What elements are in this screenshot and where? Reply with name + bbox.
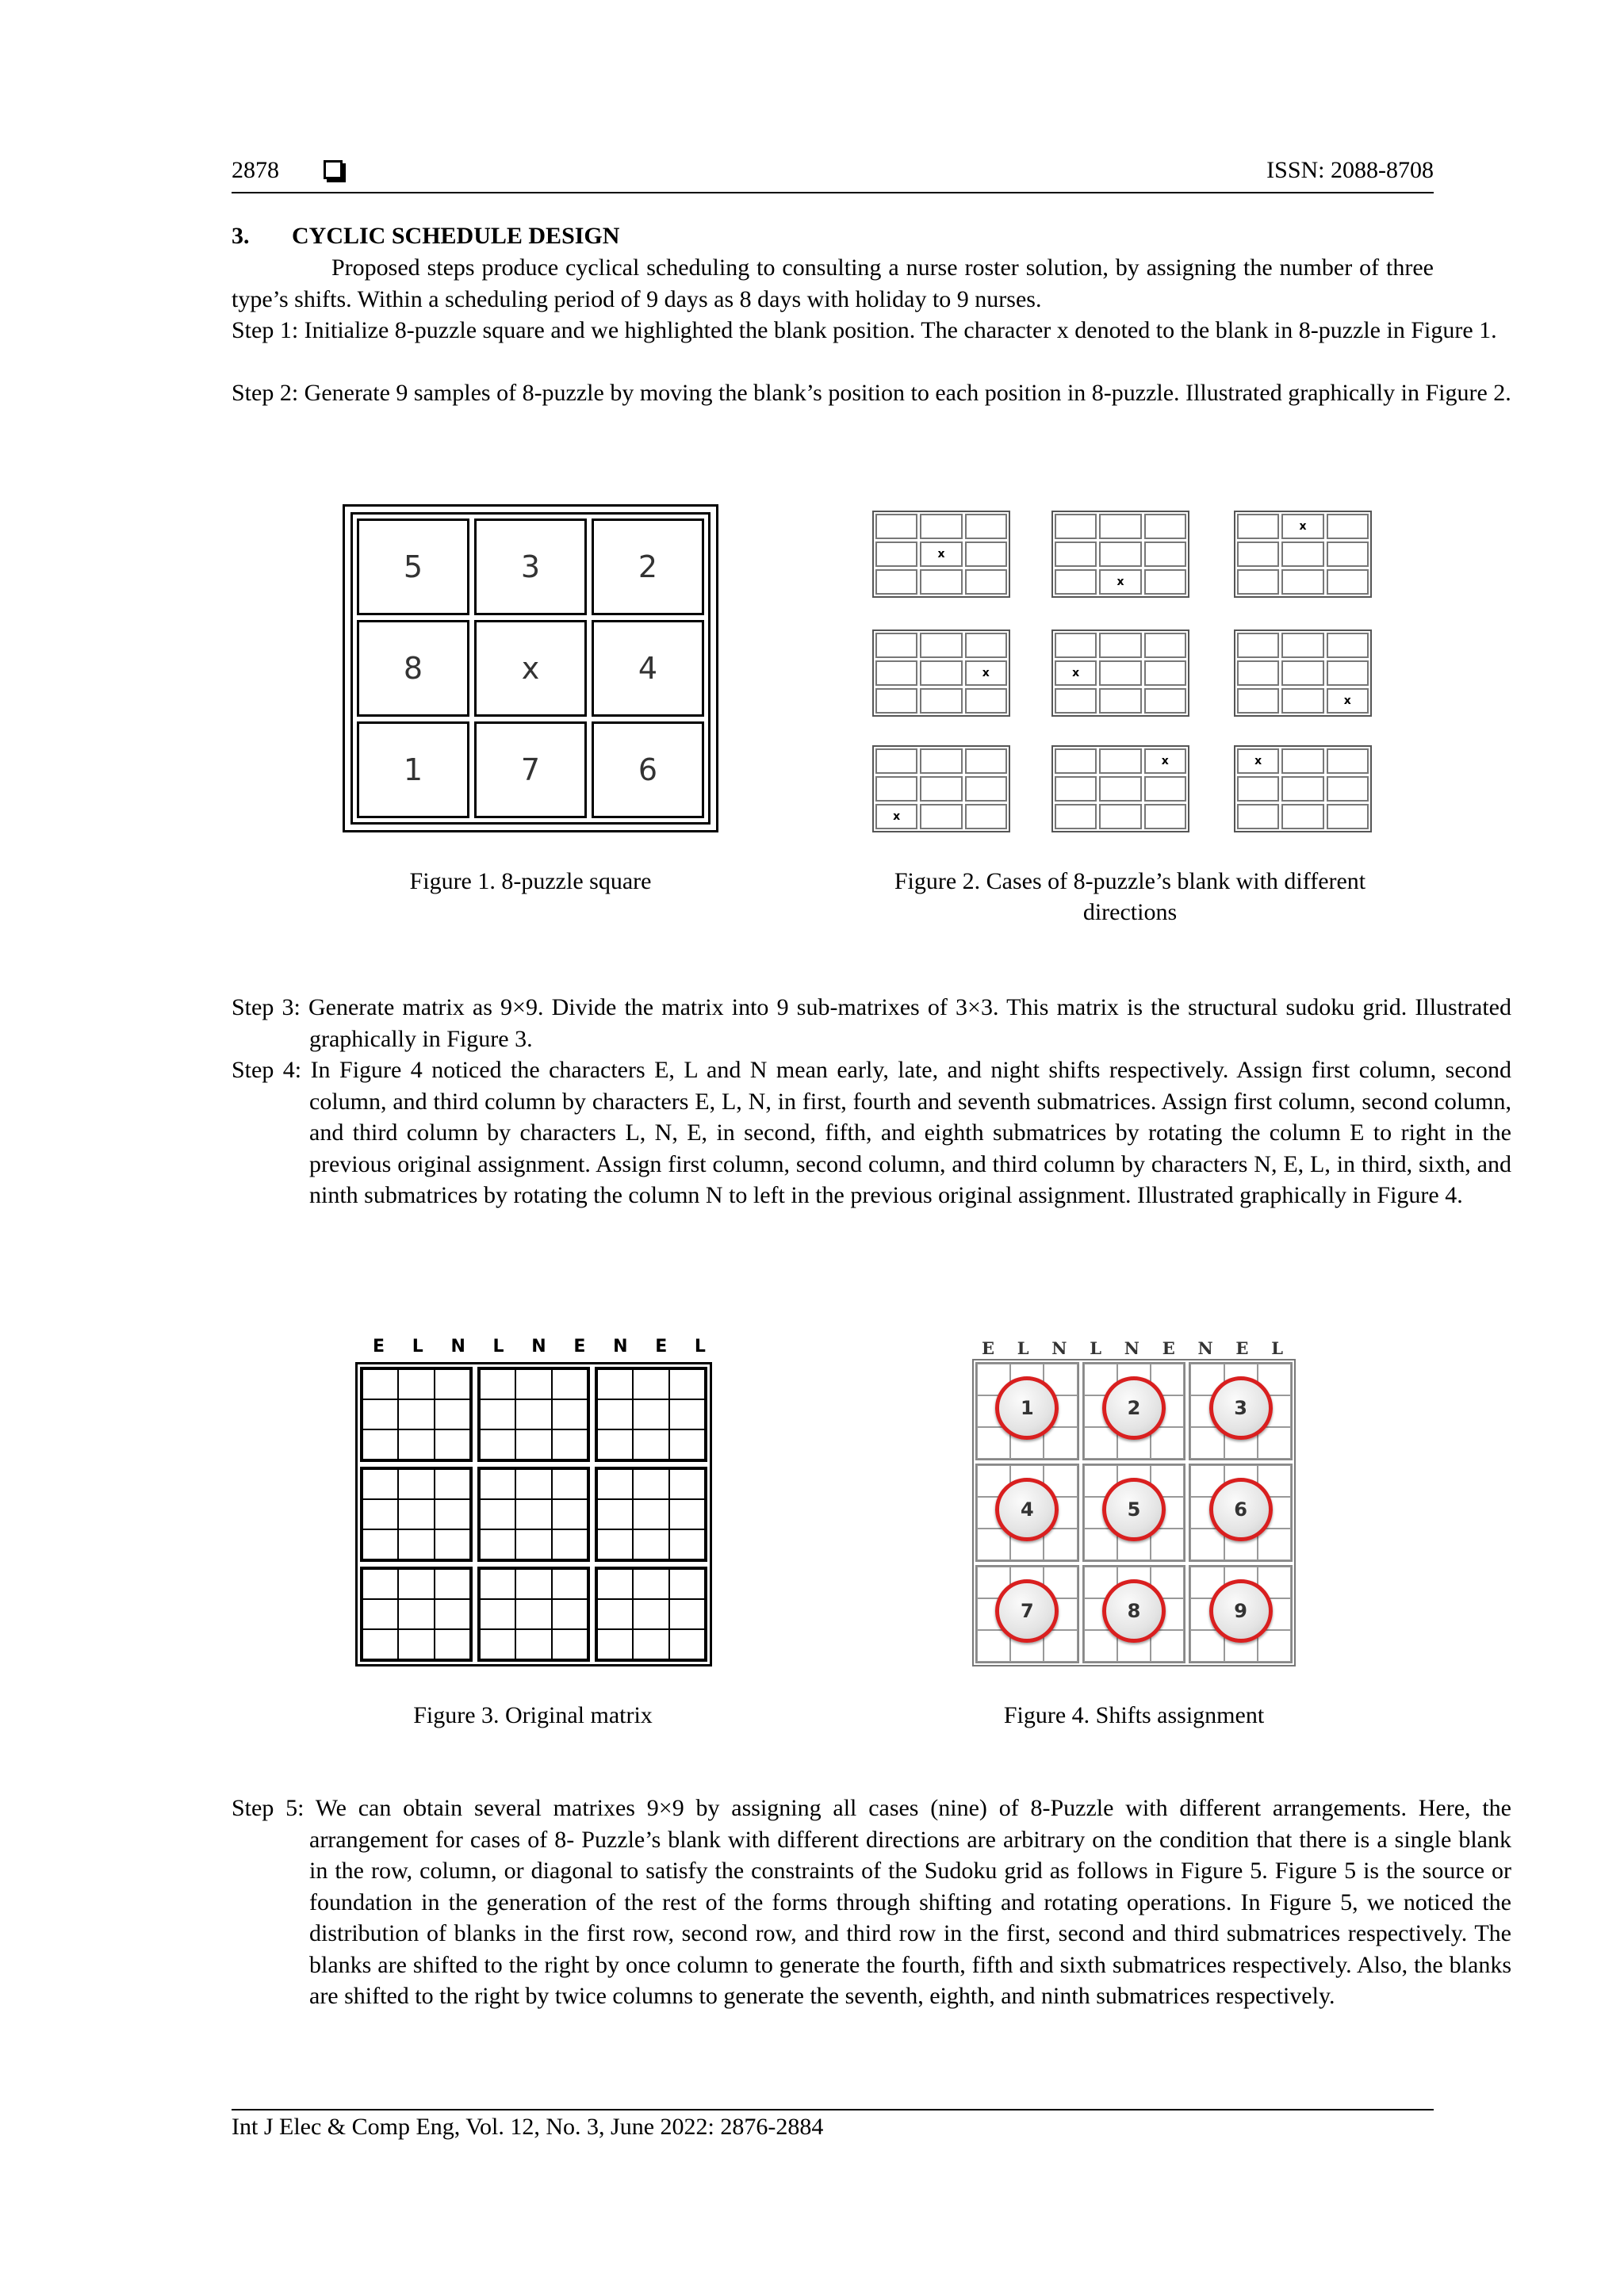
column-letter: N bbox=[613, 1337, 628, 1357]
case-cell: x bbox=[1099, 569, 1141, 595]
case-cell bbox=[920, 776, 962, 802]
case-cell bbox=[1144, 633, 1186, 658]
case-cell bbox=[1281, 804, 1323, 829]
case-cell bbox=[1237, 804, 1279, 829]
case-cell bbox=[965, 633, 1007, 658]
puzzle-case bbox=[1234, 745, 1372, 832]
case-cell bbox=[875, 633, 917, 658]
case-cell bbox=[1237, 633, 1279, 658]
case-cell bbox=[875, 688, 917, 714]
matrix-cell bbox=[480, 1429, 515, 1460]
matrix-cell bbox=[480, 1529, 515, 1559]
case-cell bbox=[965, 541, 1007, 567]
figure-4-caption: Figure 4. Shifts assignment bbox=[1003, 1702, 1265, 1728]
case-cell: x bbox=[1327, 688, 1369, 714]
matrix-cell bbox=[480, 1599, 515, 1629]
puzzle-cell: 2 bbox=[592, 519, 704, 615]
matrix-cell bbox=[435, 1429, 470, 1460]
footer-rule bbox=[232, 2109, 1434, 2110]
matrix-cell bbox=[669, 1399, 705, 1429]
case-cell: x bbox=[920, 541, 962, 567]
puzzle-case bbox=[872, 629, 1010, 717]
matrix-cell bbox=[597, 1569, 633, 1599]
case-cell bbox=[1144, 541, 1186, 567]
matrix-cell bbox=[1084, 1529, 1117, 1560]
submatrix-number-badge: 3 bbox=[1209, 1376, 1273, 1440]
matrix-cell bbox=[597, 1599, 633, 1629]
case-cell bbox=[965, 569, 1007, 595]
puzzle-cell: 5 bbox=[357, 519, 469, 615]
figure-1-caption: Figure 1. 8-puzzle square bbox=[409, 868, 652, 894]
case-cell bbox=[875, 660, 917, 686]
column-letter: N bbox=[1124, 1338, 1139, 1358]
column-letter: E bbox=[573, 1337, 586, 1357]
matrix-cell bbox=[515, 1369, 551, 1399]
matrix-cell bbox=[362, 1469, 398, 1499]
puzzle-cell: 7 bbox=[474, 721, 587, 818]
matrix-cell bbox=[597, 1399, 633, 1429]
matrix-cell bbox=[552, 1369, 588, 1399]
case-cell: x bbox=[1237, 748, 1279, 774]
matrix-cell bbox=[362, 1429, 398, 1460]
case-cell: x bbox=[1144, 748, 1186, 774]
matrix-cell bbox=[435, 1469, 470, 1499]
figure-2-caption: Figure 2. Cases of 8-puzzle’s blank with different directions bbox=[894, 868, 1366, 925]
case-cell bbox=[1144, 569, 1186, 595]
submatrix-number-badge: 1 bbox=[995, 1376, 1059, 1440]
sub-matrix bbox=[1082, 1464, 1186, 1562]
matrix-cell bbox=[633, 1629, 668, 1659]
case-cell bbox=[1327, 514, 1369, 539]
case-cell bbox=[920, 804, 962, 829]
matrix-cell bbox=[362, 1529, 398, 1559]
case-cell bbox=[1237, 688, 1279, 714]
step-2: Step 2: Generate 9 samples of 8-puzzle by moving the blank’s position to each position in 8-puzzle. Illustrated graphically in Figure 2. bbox=[232, 380, 1511, 406]
sub-matrix bbox=[360, 1467, 473, 1562]
column-letter: E bbox=[1235, 1338, 1249, 1358]
case-cell bbox=[875, 569, 917, 595]
matrix-cell bbox=[552, 1569, 588, 1599]
column-letter: L bbox=[1271, 1338, 1283, 1358]
case-cell bbox=[920, 660, 962, 686]
column-letter: E bbox=[373, 1337, 385, 1357]
matrix-cell bbox=[633, 1399, 668, 1429]
case-cell bbox=[965, 748, 1007, 774]
submatrix-number-badge: 5 bbox=[1102, 1478, 1166, 1541]
column-letter: L bbox=[492, 1337, 504, 1357]
case-cell bbox=[1327, 633, 1369, 658]
matrix-cell bbox=[398, 1529, 434, 1559]
case-cell bbox=[1099, 776, 1141, 802]
matrix-cell bbox=[597, 1629, 633, 1659]
case-cell bbox=[875, 514, 917, 539]
figure-1-puzzle bbox=[343, 504, 718, 832]
matrix-cell bbox=[552, 1529, 588, 1559]
sub-matrix bbox=[477, 1367, 590, 1462]
matrix-cell bbox=[597, 1369, 633, 1399]
sub-matrix bbox=[1082, 1362, 1186, 1460]
matrix-cell bbox=[633, 1469, 668, 1499]
figure-3-caption: Figure 3. Original matrix bbox=[413, 1702, 653, 1728]
case-cell bbox=[1281, 776, 1323, 802]
matrix-cell bbox=[552, 1499, 588, 1529]
step-4: Step 4: In Figure 4 noticed the characters E, L and N mean early, late, and night shifts respectively. Assign first column, second column, and third column by characters E, L, N, in first, fourth and seventh submatrices. Assign first column, second column, and third column by characters L, N, E, in second, fifth, and eighth submatrices by rotating the column E to right in the previous original assignment. Assign first column, second column, and third column by characters N, E, L, in third, sixth, and ninth submatrices by rotating the column N to left in the previous original assignment. Illustrated graphically in Figure 4. bbox=[232, 1057, 1511, 1208]
matrix-cell bbox=[1258, 1427, 1291, 1459]
case-cell bbox=[875, 748, 917, 774]
case-cell bbox=[1281, 569, 1323, 595]
matrix-cell bbox=[480, 1399, 515, 1429]
case-cell bbox=[1055, 748, 1097, 774]
column-letter: N bbox=[531, 1337, 546, 1357]
case-cell bbox=[920, 569, 962, 595]
matrix-cell bbox=[669, 1629, 705, 1659]
matrix-cell bbox=[398, 1569, 434, 1599]
sub-matrix bbox=[1189, 1362, 1293, 1460]
puzzle-cell: 6 bbox=[592, 721, 704, 818]
matrix-cell bbox=[669, 1469, 705, 1499]
submatrix-number-badge: 6 bbox=[1209, 1478, 1273, 1541]
matrix-cell bbox=[552, 1629, 588, 1659]
matrix-cell bbox=[1044, 1630, 1077, 1662]
case-cell bbox=[1281, 541, 1323, 567]
figure-2-cases bbox=[872, 511, 1389, 836]
matrix-cell bbox=[633, 1569, 668, 1599]
column-letter: E bbox=[1162, 1338, 1175, 1358]
case-cell bbox=[1099, 748, 1141, 774]
matrix-cell bbox=[633, 1499, 668, 1529]
matrix-cell bbox=[552, 1599, 588, 1629]
case-cell bbox=[1237, 514, 1279, 539]
submatrix-number-badge: 2 bbox=[1102, 1376, 1166, 1440]
puzzle-cell: 1 bbox=[357, 721, 469, 818]
case-cell bbox=[1055, 569, 1097, 595]
step-5: Step 5: We can obtain several matrixes 9×9 by assigning all cases (nine) of 8-Puzzle with different arrangements. Here, the arrangement for cases of 8- Puzzle’s blank with different directions are arbitrary on the condition that there is a single blank in the row, column, or diagonal to satisfy the constraints of the Sudoku grid as follows in Figure 5. Figure 5 is the source or foundation in the generation of the rest of the forms through shifting and rotating operations. In Figure 5, we noticed the distribution of blanks in the first row, second row, and third row in the first, second and third submatrices respectively. The blanks are shifted to the right by once column to generate the fourth, fifth and sixth submatrices respectively. Also, the blanks are shifted to the right by twice columns to generate the seventh, eighth, and ninth submatrices respectively. bbox=[232, 1795, 1511, 2009]
matrix-cell bbox=[435, 1529, 470, 1559]
matrix-cell bbox=[515, 1599, 551, 1629]
matrix-cell bbox=[1190, 1529, 1224, 1560]
case-cell bbox=[920, 748, 962, 774]
matrix-cell bbox=[435, 1499, 470, 1529]
figure-4-column-letters bbox=[982, 1338, 1283, 1358]
matrix-cell bbox=[669, 1499, 705, 1529]
matrix-cell bbox=[362, 1569, 398, 1599]
matrix-cell bbox=[435, 1399, 470, 1429]
matrix-cell bbox=[362, 1629, 398, 1659]
matrix-cell bbox=[398, 1369, 434, 1399]
case-cell bbox=[1099, 688, 1141, 714]
sub-matrix bbox=[975, 1565, 1079, 1663]
sub-matrix bbox=[975, 1464, 1079, 1562]
matrix-cell bbox=[1044, 1529, 1077, 1560]
matrix-cell bbox=[597, 1429, 633, 1460]
figure-3-column-letters bbox=[373, 1337, 706, 1357]
case-cell bbox=[875, 541, 917, 567]
section-heading bbox=[232, 220, 1434, 252]
matrix-cell bbox=[398, 1499, 434, 1529]
matrix-cell bbox=[515, 1499, 551, 1529]
matrix-cell bbox=[552, 1399, 588, 1429]
puzzle-case bbox=[1234, 629, 1372, 717]
case-cell bbox=[1055, 804, 1097, 829]
sub-matrix bbox=[1189, 1464, 1293, 1562]
matrix-cell bbox=[1151, 1630, 1184, 1662]
matrix-cell bbox=[480, 1569, 515, 1599]
case-cell bbox=[1055, 776, 1097, 802]
matrix-cell bbox=[480, 1469, 515, 1499]
column-letter: N bbox=[1051, 1338, 1067, 1358]
section-number: 3. bbox=[232, 223, 250, 249]
step-3: Step 3: Generate matrix as 9×9. Divide the matrix into 9 sub-matrixes of 3×3. This matrix is the structural sudoku grid. Illustrated graphically in Figure 3. bbox=[232, 994, 1511, 1052]
checkbox-square-icon bbox=[324, 160, 343, 179]
puzzle-cell: 8 bbox=[357, 620, 469, 717]
matrix-cell bbox=[633, 1429, 668, 1460]
case-cell bbox=[1327, 804, 1369, 829]
matrix-cell bbox=[597, 1469, 633, 1499]
matrix-cell bbox=[633, 1369, 668, 1399]
matrix-cell bbox=[398, 1399, 434, 1429]
matrix-cell bbox=[552, 1429, 588, 1460]
column-letter: E bbox=[982, 1338, 995, 1358]
case-cell bbox=[1237, 776, 1279, 802]
sub-matrix bbox=[595, 1567, 707, 1662]
case-cell bbox=[1327, 541, 1369, 567]
column-letter: E bbox=[655, 1337, 668, 1357]
case-cell bbox=[1144, 804, 1186, 829]
case-cell bbox=[1055, 688, 1097, 714]
sub-matrix bbox=[477, 1467, 590, 1562]
matrix-cell bbox=[480, 1629, 515, 1659]
case-cell bbox=[965, 514, 1007, 539]
page-number: 2878 bbox=[232, 157, 279, 183]
matrix-cell bbox=[597, 1529, 633, 1559]
column-letter: N bbox=[450, 1337, 465, 1357]
sub-matrix bbox=[975, 1362, 1079, 1460]
matrix-cell bbox=[633, 1599, 668, 1629]
matrix-cell bbox=[435, 1599, 470, 1629]
sub-matrix bbox=[1082, 1565, 1186, 1663]
sub-matrix bbox=[360, 1367, 473, 1462]
sub-matrix bbox=[360, 1567, 473, 1662]
matrix-cell bbox=[1258, 1529, 1291, 1560]
column-letter: L bbox=[1017, 1338, 1029, 1358]
case-cell bbox=[1055, 633, 1097, 658]
case-cell bbox=[1281, 688, 1323, 714]
matrix-cell bbox=[1044, 1427, 1077, 1459]
matrix-cell bbox=[515, 1429, 551, 1460]
puzzle-case bbox=[1051, 511, 1189, 598]
matrix-cell bbox=[633, 1529, 668, 1559]
matrix-cell bbox=[362, 1499, 398, 1529]
matrix-cell bbox=[515, 1569, 551, 1599]
figure-4-matrix bbox=[972, 1359, 1296, 1667]
case-cell bbox=[1099, 804, 1141, 829]
matrix-cell bbox=[1151, 1427, 1184, 1459]
matrix-cell bbox=[398, 1629, 434, 1659]
matrix-cell bbox=[1190, 1630, 1224, 1662]
matrix-cell bbox=[435, 1629, 470, 1659]
puzzle-cell: x bbox=[474, 620, 587, 717]
case-cell bbox=[1144, 776, 1186, 802]
case-cell: x bbox=[875, 804, 917, 829]
case-cell bbox=[920, 514, 962, 539]
matrix-cell bbox=[515, 1529, 551, 1559]
matrix-cell bbox=[669, 1429, 705, 1460]
matrix-cell bbox=[1084, 1427, 1117, 1459]
matrix-cell bbox=[515, 1629, 551, 1659]
sub-matrix bbox=[595, 1467, 707, 1562]
puzzle-case bbox=[872, 745, 1010, 832]
case-cell: x bbox=[1055, 660, 1097, 686]
footer-citation: Int J Elec & Comp Eng, Vol. 12, No. 3, June 2022: 2876-2884 bbox=[232, 2114, 824, 2140]
case-cell bbox=[1327, 660, 1369, 686]
case-cell bbox=[920, 688, 962, 714]
sub-matrix bbox=[1189, 1565, 1293, 1663]
case-cell: x bbox=[965, 660, 1007, 686]
figure-3-matrix bbox=[355, 1362, 712, 1667]
case-cell bbox=[965, 776, 1007, 802]
case-cell bbox=[1327, 748, 1369, 774]
case-cell bbox=[1237, 541, 1279, 567]
matrix-cell bbox=[1151, 1529, 1184, 1560]
case-cell bbox=[1099, 633, 1141, 658]
matrix-cell bbox=[1258, 1630, 1291, 1662]
matrix-cell bbox=[362, 1369, 398, 1399]
section-title: CYCLIC SCHEDULE DESIGN bbox=[292, 223, 620, 249]
case-cell bbox=[920, 633, 962, 658]
matrix-cell bbox=[435, 1569, 470, 1599]
case-cell bbox=[965, 688, 1007, 714]
matrix-cell bbox=[669, 1599, 705, 1629]
matrix-cell bbox=[435, 1369, 470, 1399]
sub-matrix bbox=[477, 1567, 590, 1662]
case-cell bbox=[1099, 514, 1141, 539]
case-cell: x bbox=[1281, 514, 1323, 539]
matrix-cell bbox=[669, 1369, 705, 1399]
header-rule bbox=[232, 192, 1434, 193]
step-1: Step 1: Initialize 8-puzzle square and we highlighted the blank position. The character x denoted to the blank in 8-puzzle in Figure 1. bbox=[232, 317, 1497, 343]
matrix-cell bbox=[597, 1499, 633, 1529]
submatrix-number-badge: 8 bbox=[1102, 1579, 1166, 1643]
submatrix-number-badge: 9 bbox=[1209, 1579, 1273, 1643]
column-letter: N bbox=[1197, 1338, 1213, 1358]
puzzle-case bbox=[1051, 629, 1189, 717]
puzzle-cell: 3 bbox=[474, 519, 587, 615]
issn: ISSN: 2088-8708 bbox=[1266, 157, 1434, 183]
case-cell bbox=[1327, 776, 1369, 802]
matrix-cell bbox=[480, 1499, 515, 1529]
case-cell bbox=[1281, 633, 1323, 658]
matrix-cell bbox=[515, 1399, 551, 1429]
case-cell bbox=[1055, 541, 1097, 567]
case-cell bbox=[1237, 660, 1279, 686]
matrix-cell bbox=[515, 1469, 551, 1499]
case-cell bbox=[965, 804, 1007, 829]
matrix-cell bbox=[669, 1569, 705, 1599]
matrix-cell bbox=[669, 1529, 705, 1559]
case-cell bbox=[1281, 660, 1323, 686]
case-cell bbox=[1055, 514, 1097, 539]
matrix-cell bbox=[362, 1399, 398, 1429]
case-cell bbox=[1099, 541, 1141, 567]
matrix-cell bbox=[398, 1469, 434, 1499]
matrix-cell bbox=[552, 1469, 588, 1499]
case-cell bbox=[1144, 688, 1186, 714]
case-cell bbox=[1144, 514, 1186, 539]
submatrix-number-badge: 4 bbox=[995, 1478, 1059, 1541]
case-cell bbox=[1099, 660, 1141, 686]
matrix-cell bbox=[480, 1369, 515, 1399]
case-cell bbox=[1144, 660, 1186, 686]
puzzle-case bbox=[1051, 745, 1189, 832]
intro-paragraph: Proposed steps produce cyclical scheduling to consulting a nurse roster solution, by assigning the number of three type’s shifts. Within a scheduling period of 9 days as 8 days with holiday to 9 nurses. bbox=[232, 254, 1434, 312]
column-letter: L bbox=[1090, 1338, 1101, 1358]
puzzle-case bbox=[1234, 511, 1372, 598]
case-cell bbox=[1281, 748, 1323, 774]
column-letter: L bbox=[694, 1337, 706, 1357]
submatrix-number-badge: 7 bbox=[995, 1579, 1059, 1643]
puzzle-case bbox=[872, 511, 1010, 598]
case-cell bbox=[1237, 569, 1279, 595]
column-letter: L bbox=[412, 1337, 423, 1357]
matrix-cell bbox=[362, 1599, 398, 1629]
matrix-cell bbox=[398, 1599, 434, 1629]
matrix-cell bbox=[1190, 1427, 1224, 1459]
case-cell bbox=[875, 776, 917, 802]
case-cell bbox=[1327, 569, 1369, 595]
sub-matrix bbox=[595, 1367, 707, 1462]
matrix-cell bbox=[398, 1429, 434, 1460]
puzzle-cell: 4 bbox=[592, 620, 704, 717]
matrix-cell bbox=[1084, 1630, 1117, 1662]
